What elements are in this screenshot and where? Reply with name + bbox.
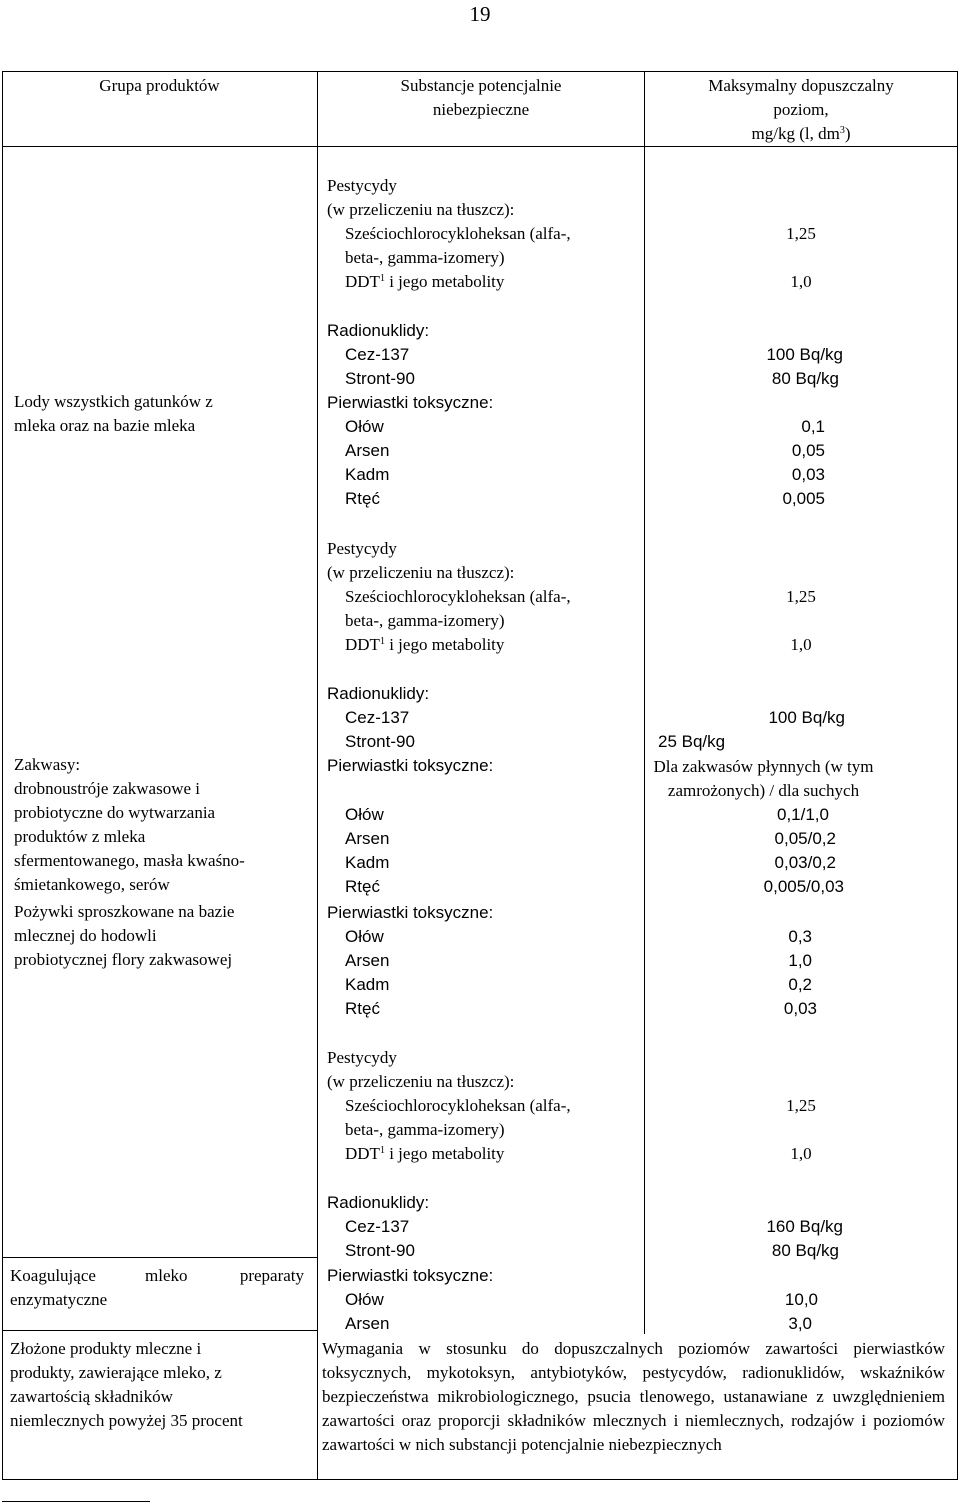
arsenic-label: Arsen [345, 951, 390, 970]
ddt-label [345, 270, 504, 294]
hch-value: 1,25 [786, 224, 816, 243]
row2-cadmium-value-media: 0,2 [788, 975, 812, 994]
row2-group-line: mlecznej do hodowli [14, 926, 157, 945]
cadmium-label: Kadm [345, 465, 390, 484]
header-max-level-line1: Maksymalny dopuszczalny [708, 76, 894, 95]
row2-group-line: probiotyczne do wytwarzania [14, 803, 216, 822]
row2-group-line: probiotycznej flory zakwasowej [14, 950, 233, 969]
row2-note-line1: Dla zakwasów płynnych (w tym [653, 757, 874, 776]
footnote-marker: 1 [379, 273, 385, 284]
toxic-elements-heading: Pierwiastki toksyczne: [327, 756, 494, 775]
hch-value: 1,25 [786, 587, 816, 606]
cadmium-label: Kadm [345, 975, 390, 994]
lead-label: Ołów [345, 417, 384, 436]
ddt-value: 1,0 [790, 635, 812, 654]
cs137-label: Cez-137 [345, 1217, 410, 1236]
lead-label: Ołów [345, 805, 384, 824]
row2-cs137-value: 100 Bq/kg [768, 708, 845, 727]
row3-top-border [2, 1257, 317, 1258]
row3-lead-value: 10,0 [784, 1290, 818, 1309]
hch-label-line1: Sześciochlorocykloheksan (alfa-, [345, 224, 571, 243]
row3-group-b-line: zawartością składników [10, 1387, 173, 1406]
row2-mercury-value-media: 0,03 [783, 999, 817, 1018]
pesticides-subtitle: (w przeliczeniu na tłuszcz): [327, 200, 515, 219]
ddt-text: DDT [345, 272, 380, 291]
header-max-level-line2: poziom, [773, 100, 829, 119]
row3-arsenic-value: 3,0 [788, 1314, 812, 1333]
pesticides-title: Pestycydy [327, 1048, 397, 1067]
ddt-value: 1,0 [790, 272, 812, 291]
lead-label: Ołów [345, 927, 384, 946]
ddt-suffix: i jego metabolity [384, 1144, 505, 1163]
row1-arsenic-value: 0,05 [791, 441, 825, 460]
row2-sr90-value: 25 Bq/kg [658, 732, 726, 751]
unit-superscript: 3 [839, 125, 845, 136]
footnote-separator [2, 1501, 150, 1502]
row1-sr90-value: 80 Bq/kg [771, 369, 839, 388]
footnote-marker: 1 [379, 636, 385, 647]
row3-sr90-value: 80 Bq/kg [771, 1241, 839, 1260]
row2-group-line: Pożywki sproszkowane na bazie [14, 902, 235, 921]
row1-cadmium-value: 0,03 [791, 465, 825, 484]
mercury-label: Rtęć [345, 999, 380, 1018]
row2-group-line: śmietankowego, serów [14, 875, 170, 894]
pesticides-title: Pestycydy [327, 176, 397, 195]
pesticides-title: Pestycydy [327, 539, 397, 558]
row2-cadmium-value-liquid-dry: 0,03/0,2 [774, 853, 836, 872]
row3-group-b-line: Złożone produkty mleczne i [10, 1339, 202, 1358]
mercury-label: Rtęć [345, 877, 380, 896]
row2-lead-value-liquid-dry: 0,1/1,0 [777, 805, 829, 824]
sr90-label: Stront-90 [345, 369, 415, 388]
row3-requirements-text: Wymagania w stosunku do dopuszczalnych poziomów zawartości pierwiastków toksycznych, mykotoksyn, antybiotyków, pestycydów, radionuklidów, wskaźników bezpieczeństwa mikrobiologicznego, psucia tlenowego, ustanawiane z uwzględnieniem zawartości oraz proporcji składników mlecznych i niemlecznych, rodzajów i poziomów zawartości w nich substancji potencjalnie niebezpiecznych [322, 1339, 945, 1454]
page-number: 19 [469, 2, 491, 26]
row3-group-b-line: produkty, zawierające mleko, z [10, 1363, 222, 1382]
toxic-elements-heading: Pierwiastki toksyczne: [327, 1266, 494, 1285]
row3-group-b-line: niemlecznych powyżej 35 procent [10, 1411, 243, 1430]
row2-arsenic-value-media: 1,0 [788, 951, 812, 970]
toxic-elements-heading: Pierwiastki toksyczne: [327, 903, 494, 922]
lead-label: Ołów [345, 1290, 384, 1309]
unit-text: mg/kg (l, dm [751, 124, 840, 143]
row1-cs137-value: 100 Bq/kg [766, 345, 843, 364]
hch-label-line2: beta-, gamma-izomery) [345, 1120, 505, 1139]
table-right-border [957, 71, 958, 1480]
table-left-border [2, 71, 3, 1480]
cs137-label: Cez-137 [345, 345, 410, 364]
row1-lead-value: 0,1 [801, 417, 825, 436]
column-divider-1 [317, 71, 318, 1480]
row2-arsenic-value-liquid-dry: 0,05/0,2 [774, 829, 836, 848]
row3-group-a-word3: preparaty [239, 1266, 304, 1285]
ddt-label [345, 1142, 504, 1166]
sr90-label: Stront-90 [345, 732, 415, 751]
row3-group-a-line2: enzymatyczne [10, 1290, 108, 1309]
row3-group-a-word1: Koagulujące [10, 1266, 96, 1285]
hch-label-line1: Sześciochlorocykloheksan (alfa-, [345, 587, 571, 606]
row2-lead-value-media: 0,3 [788, 927, 812, 946]
radionuclides-heading: Radionuklidy: [327, 321, 430, 340]
header-bottom-border [2, 146, 958, 147]
ddt-text: DDT [345, 635, 380, 654]
row2-note-line2: zamrożonych) / dla suchych [667, 781, 860, 800]
hch-label-line2: beta-, gamma-izomery) [345, 248, 505, 267]
sr90-label: Stront-90 [345, 1241, 415, 1260]
pesticides-subtitle: (w przeliczeniu na tłuszcz): [327, 1072, 515, 1091]
hch-label-line2: beta-, gamma-izomery) [345, 611, 505, 630]
header-product-group: Grupa produktów [99, 76, 220, 95]
row2-group-line: sfermentowanego, masła kwaśno- [14, 851, 245, 870]
header-substances-line1: Substancje potencjalnie [400, 76, 562, 95]
radionuclides-heading: Radionuklidy: [327, 684, 430, 703]
radionuclides-heading: Radionuklidy: [327, 1193, 430, 1212]
pesticides-subtitle: (w przeliczeniu na tłuszcz): [327, 563, 515, 582]
row3-cs137-value: 160 Bq/kg [766, 1217, 843, 1236]
row3-inner-border [2, 1330, 317, 1331]
table-top-border [2, 71, 958, 72]
arsenic-label: Arsen [345, 829, 390, 848]
cadmium-label: Kadm [345, 853, 390, 872]
ddt-suffix: i jego metabolity [384, 272, 505, 291]
arsenic-label: Arsen [345, 1314, 390, 1333]
toxic-elements-heading: Pierwiastki toksyczne: [327, 393, 494, 412]
arsenic-label: Arsen [345, 441, 390, 460]
ddt-suffix: i jego metabolity [384, 635, 505, 654]
ddt-text: DDT [345, 1144, 380, 1163]
unit-close: ) [844, 124, 851, 143]
row3-group-a-word2: mleko [145, 1266, 188, 1285]
hch-label-line1: Sześciochlorocykloheksan (alfa-, [345, 1096, 571, 1115]
table-bottom-border [2, 1479, 958, 1480]
row1-mercury-value: 0,005 [782, 489, 825, 508]
ddt-value: 1,0 [790, 1144, 812, 1163]
row2-mercury-value-liquid-dry: 0,005/0,03 [763, 877, 844, 896]
row2-group-line: drobnoustróje zakwasowe i [14, 779, 201, 798]
row2-group-line: produktów z mleka [14, 827, 146, 846]
row2-group-line: Zakwasy: [14, 755, 81, 774]
footnote-marker: 1 [379, 1145, 385, 1156]
row1-group-line2: mleka oraz na bazie mleka [14, 416, 196, 435]
mercury-label: Rtęć [345, 489, 380, 508]
cs137-label: Cez-137 [345, 708, 410, 727]
header-substances-line2: niebezpieczne [432, 100, 530, 119]
hch-value: 1,25 [786, 1096, 816, 1115]
header-max-level-unit [645, 122, 957, 146]
ddt-label [345, 633, 504, 657]
row1-group-line1: Lody wszystkich gatunków z [14, 392, 213, 411]
